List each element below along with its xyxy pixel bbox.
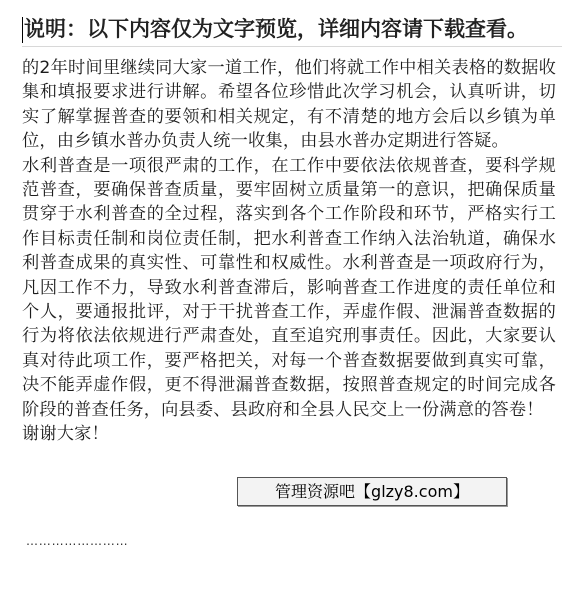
text-cursor [22, 17, 23, 43]
preview-notice-text: 说明：以下内容仅为文字预览，详细内容请下载查看。 [24, 17, 528, 41]
watermark-banner: 管理资源吧【glzy8.com】 [237, 477, 507, 506]
document-body [22, 56, 556, 447]
ellipsis-dots: …………………… [26, 534, 129, 548]
preview-notice [22, 12, 562, 47]
paragraph-closing: 谢谢大家！ [22, 424, 109, 445]
paragraph-main: 水利普查是一项很严肃的工作，在工作中要依法依规普查，要科学规范普查，要确保普查质量，要牢固树立质量第一的意识，把确保质量贯穿于水利普查的全过程，落实到各个工作阶段和环节，严格实行工作目标责任制和岗位责任制，把水利普查工作纳入法治轨道，确保水利普查成果的真实性、可靠性和权威性。水利普查是一项政府行为，凡因工作不力，导致水利普查滞后，影响普查工作进度的责任单位和个人，要通报批评，对于干扰普查工作，弄虚作假、泄漏普查数据的行为将依法依规进行严肃查处，直至追究刑事责任。因此，大家要认真对待此项工作，要严格把关，对每一个普查数据要做到真实可靠，决不能弄虚作假，更不得泄漏普查数据，按照普查规定的时间完成各阶段的普查任务，向县委、县政府和全县人民交上一份满意的答卷！ [22, 155, 556, 420]
paragraph-intro: 的2年时间里继续同大家一道工作，他们将就工作中相关表格的数据收集和填报要求进行讲解。希望各位珍惜此次学习机会，认真听讲，切实了解掌握普查的要领和相关规定，有不清楚的地方会后以乡镇为单位，由乡镇水普办负责人统一收集，由县水普办定期进行答疑。 [22, 58, 556, 152]
